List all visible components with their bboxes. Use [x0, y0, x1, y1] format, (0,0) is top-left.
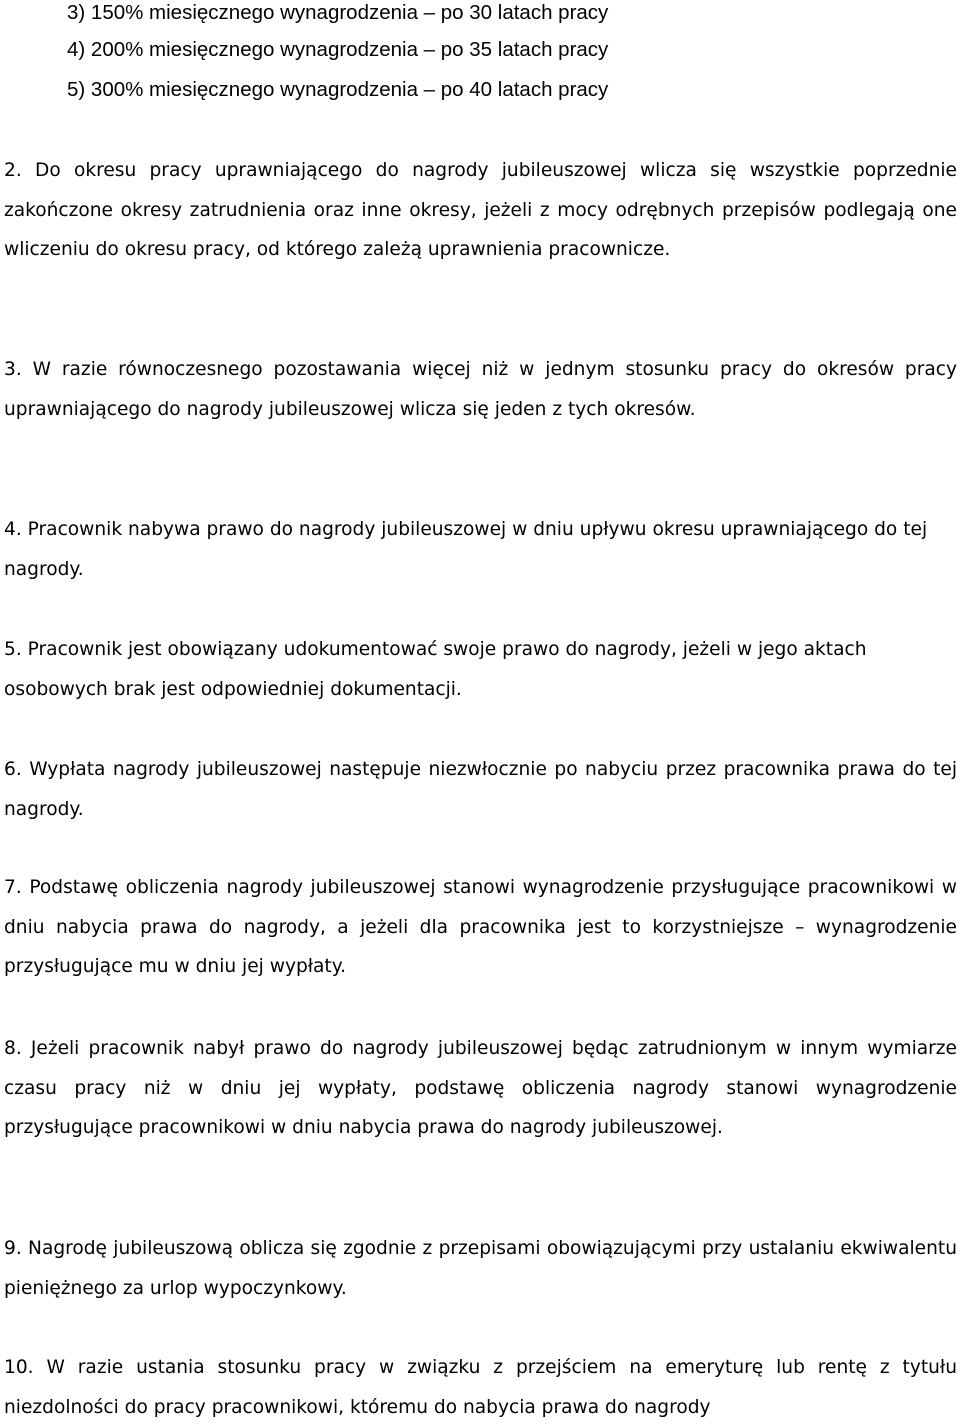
paragraph-7: 7. Podstawę obliczenia nagrody jubileuszowej stanowi wynagrodzenie przysługujące pracownikowi w dniu nabycia prawa do nagrody, a jeżeli dla pracownika jest to korzystniejsze – wynagrodzenie przysługujące mu w dniu jej wypłaty. — [4, 877, 957, 978]
list-item-300-percent: 5) 300% miesięcznego wynagrodzenia – po 40 latach pracy — [67, 78, 609, 101]
paragraph-4: 4. Pracownik nabywa prawo do nagrody jubileuszowej w dniu upływu okresu uprawniającego do tej nagrody. — [4, 519, 928, 580]
paragraph-9: 9. Nagrodę jubileuszową oblicza się zgodnie z przepisami obowiązującymi przy ustalaniu ekwiwalentu pieniężnego za urlop wypoczynkowy. — [4, 1238, 957, 1299]
list-item-150-percent: 3) 150% miesięcznego wynagrodzenia – po 30 latach pracy — [67, 1, 609, 24]
paragraph-10: 10. W razie ustania stosunku pracy w związku z przejściem na emeryturę lub rentę z tytułu niezdolności do pracy pracownikowi, któremu do nabycia prawa do nagrody — [4, 1357, 957, 1418]
paragraph-3: 3. W razie równoczesnego pozostawania więcej niż w jednym stosunku pracy do okresów pracy uprawniającego do nagrody jubileuszowej wlicza się jeden z tych okresów. — [4, 359, 957, 420]
list-item-200-percent: 4) 200% miesięcznego wynagrodzenia – po 35 latach pracy — [67, 38, 609, 61]
paragraph-2: 2. Do okresu pracy uprawniającego do nagrody jubileuszowej wlicza się wszystkie poprzednie zakończone okresy zatrudnienia oraz inne okresy, jeżeli z mocy odrębnych przepisów podlegają one wliczeniu do okresu pracy, od którego zależą uprawnienia pracownicze. — [4, 160, 957, 261]
paragraph-6: 6. Wypłata nagrody jubileuszowej następuje niezwłocznie po nabyciu przez pracownika prawa do tej nagrody. — [4, 759, 957, 820]
paragraph-8: 8. Jeżeli pracownik nabył prawo do nagrody jubileuszowej będąc zatrudnionym w innym wymiarze czasu pracy niż w dniu jej wypłaty, podstawę obliczenia nagrody stanowi wynagrodzenie przysługujące pracownikowi w dniu nabycia prawa do nagrody jubileuszowej. — [4, 1038, 957, 1139]
paragraph-5: 5. Pracownik jest obowiązany udokumentować swoje prawo do nagrody, jeżeli w jego aktach osobowych brak jest odpowiedniej dokumentacji. — [4, 639, 867, 700]
